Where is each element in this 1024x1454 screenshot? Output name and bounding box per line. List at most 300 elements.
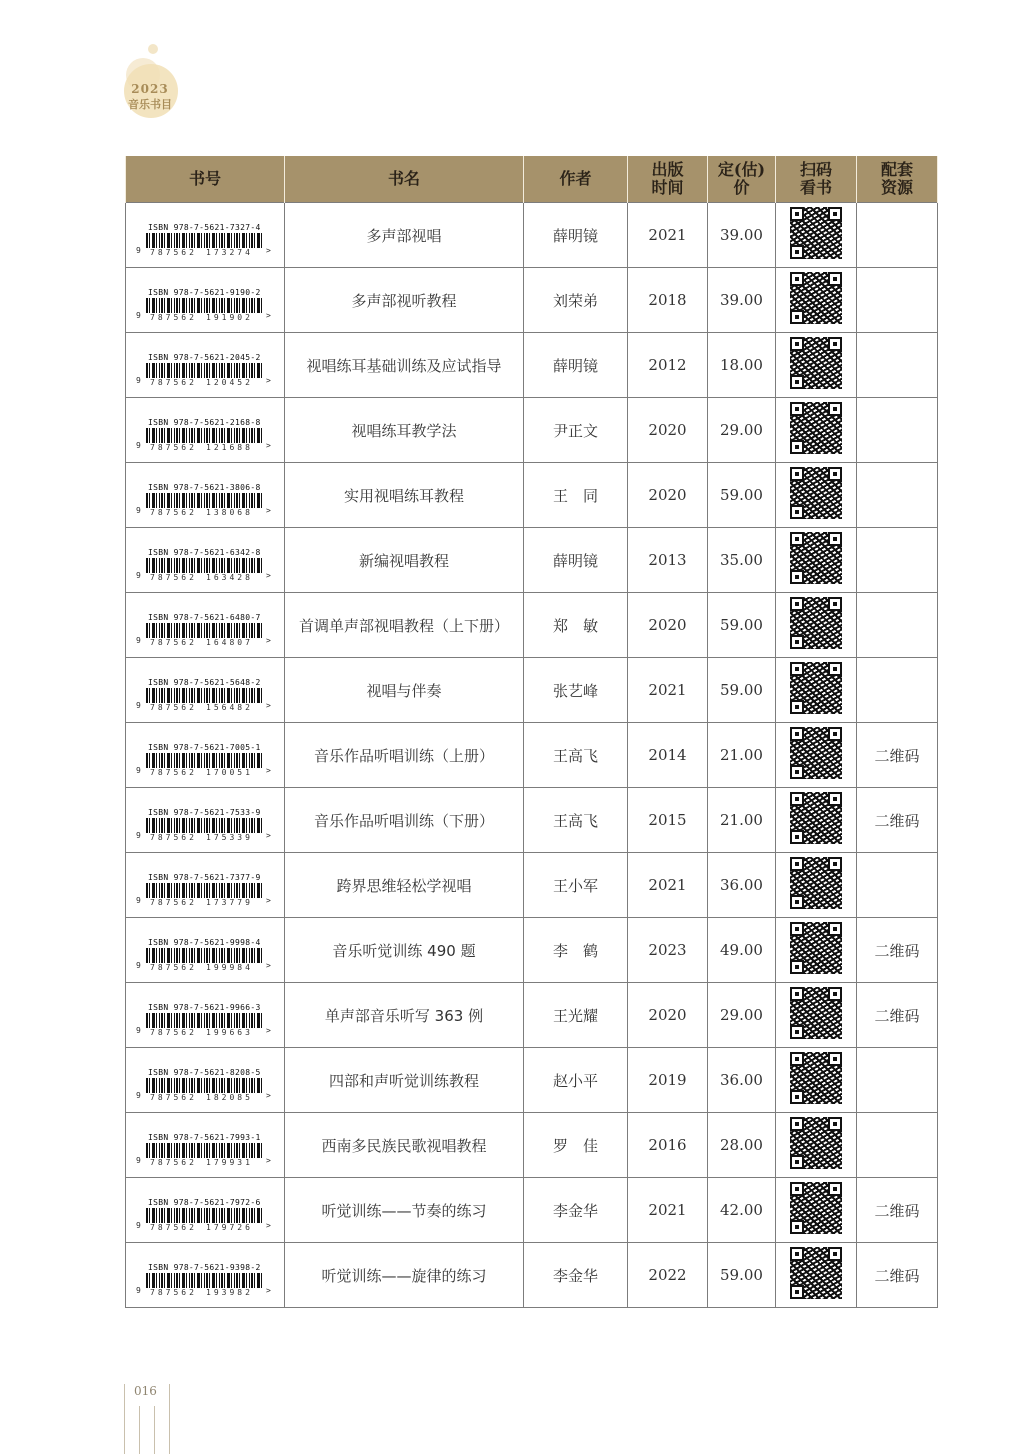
title-cell: 听觉训练——旋律的练习 xyxy=(285,1243,524,1308)
qr-finder xyxy=(828,987,842,1001)
barcode-end: > xyxy=(266,1090,271,1100)
barcode-end: > xyxy=(266,830,271,840)
barcode-digits-b: 121688 xyxy=(206,442,253,452)
table-row xyxy=(126,918,938,983)
table-row xyxy=(126,1048,938,1113)
barcode-prefix: 9 xyxy=(136,765,141,775)
barcode-bars xyxy=(136,1143,274,1165)
qr-finder xyxy=(790,597,804,611)
year-cell: 2020 xyxy=(628,983,708,1048)
title-cell: 多声部视听教程 xyxy=(285,268,524,333)
qr-finder xyxy=(828,727,842,741)
isbn-text: ISBN 978-7-5621-9190-2 xyxy=(148,287,261,297)
barcode-digits-a: 787562 xyxy=(150,832,197,842)
page-number: 016 xyxy=(134,1384,157,1398)
author-cell: 罗 佳 xyxy=(524,1113,628,1178)
qr-code-icon[interactable] xyxy=(790,857,842,909)
barcode-end: > xyxy=(266,635,271,645)
title-cell: 西南多民族民歌视唱教程 xyxy=(285,1113,524,1178)
qr-finder xyxy=(828,1247,842,1261)
barcode xyxy=(136,483,274,515)
qr-finder xyxy=(790,207,804,221)
title-cell: 视唱练耳教学法 xyxy=(285,398,524,463)
resource-cell: 二维码 xyxy=(857,1178,938,1243)
isbn-cell xyxy=(126,918,285,983)
author-cell: 薛明镜 xyxy=(524,528,628,593)
author-cell: 王高飞 xyxy=(524,788,628,853)
barcode-icon xyxy=(146,1013,264,1028)
isbn-cell xyxy=(126,1048,285,1113)
isbn-cell xyxy=(126,398,285,463)
barcode-digits-b: 182085 xyxy=(206,1092,253,1102)
barcode-icon xyxy=(146,363,264,378)
resource-cell xyxy=(857,203,938,268)
qr-code-icon[interactable] xyxy=(790,922,842,974)
qr-cell[interactable] xyxy=(776,983,857,1048)
table-row xyxy=(126,593,938,658)
qr-code-icon[interactable] xyxy=(790,467,842,519)
qr-finder xyxy=(790,727,804,741)
qr-finder xyxy=(790,830,804,844)
barcode xyxy=(136,938,274,970)
barcode-digits-a: 787562 xyxy=(150,897,197,907)
resource-cell xyxy=(857,853,938,918)
barcode-digits-a: 787562 xyxy=(150,962,197,972)
isbn-cell xyxy=(126,658,285,723)
barcode-digits-b: 193982 xyxy=(206,1287,253,1297)
qr-finder xyxy=(828,1117,842,1131)
price-cell: 36.00 xyxy=(708,853,776,918)
barcode-digits-b: 120452 xyxy=(206,377,253,387)
barcode xyxy=(136,1003,274,1035)
title-cell: 音乐听觉训练 490 题 xyxy=(285,918,524,983)
barcode-prefix: 9 xyxy=(136,505,141,515)
qr-finder xyxy=(790,245,804,259)
catalog-badge xyxy=(118,40,198,130)
title-cell: 首调单声部视唱教程（上下册） xyxy=(285,593,524,658)
isbn-text: ISBN 978-7-5621-2045-2 xyxy=(148,352,261,362)
qr-cell[interactable] xyxy=(776,333,857,398)
author-cell: 李 鹤 xyxy=(524,918,628,983)
price-cell: 29.00 xyxy=(708,398,776,463)
barcode-digits-b: 138068 xyxy=(206,507,253,517)
barcode-end: > xyxy=(266,375,271,385)
qr-code-icon[interactable] xyxy=(790,727,842,779)
barcode-digits-a: 787562 xyxy=(150,312,197,322)
barcode-prefix: 9 xyxy=(136,310,141,320)
year-cell: 2019 xyxy=(628,1048,708,1113)
year-cell: 2016 xyxy=(628,1113,708,1178)
barcode-digits-b: 163428 xyxy=(206,572,253,582)
barcode-bars xyxy=(136,493,274,515)
barcode-icon xyxy=(146,688,264,703)
barcode-prefix: 9 xyxy=(136,700,141,710)
barcode-digits-b: 199663 xyxy=(206,1027,253,1037)
year-cell: 2021 xyxy=(628,1178,708,1243)
year-cell: 2018 xyxy=(628,268,708,333)
resource-cell xyxy=(857,333,938,398)
barcode-icon xyxy=(146,818,264,833)
barcode xyxy=(136,873,274,905)
header-scan-line1: 扫码 xyxy=(799,160,832,179)
barcode-prefix: 9 xyxy=(136,440,141,450)
barcode-digits-a: 787562 xyxy=(150,442,197,452)
barcode-bars xyxy=(136,688,274,710)
qr-finder xyxy=(828,532,842,546)
barcode-prefix: 9 xyxy=(136,960,141,970)
barcode xyxy=(136,548,274,580)
qr-cell[interactable] xyxy=(776,203,857,268)
qr-cell[interactable] xyxy=(776,788,857,853)
table-row xyxy=(126,788,938,853)
qr-code-icon[interactable] xyxy=(790,1182,842,1234)
barcode-bars xyxy=(136,948,274,970)
qr-code-icon[interactable] xyxy=(790,1117,842,1169)
header-scan xyxy=(776,156,857,203)
author-cell: 尹正文 xyxy=(524,398,628,463)
barcode-digits-b: 179931 xyxy=(206,1157,253,1167)
isbn-text: ISBN 978-7-5621-2168-8 xyxy=(148,417,261,427)
qr-cell[interactable] xyxy=(776,723,857,788)
year-cell: 2013 xyxy=(628,528,708,593)
author-cell: 王高飞 xyxy=(524,723,628,788)
price-cell: 39.00 xyxy=(708,203,776,268)
price-cell: 59.00 xyxy=(708,593,776,658)
year-cell: 2023 xyxy=(628,918,708,983)
barcode-prefix: 9 xyxy=(136,570,141,580)
header-title xyxy=(285,156,524,203)
title-cell: 听觉训练——节奏的练习 xyxy=(285,1178,524,1243)
year-cell: 2020 xyxy=(628,463,708,528)
barcode-prefix: 9 xyxy=(136,1285,141,1295)
qr-finder xyxy=(790,662,804,676)
year-cell: 2021 xyxy=(628,853,708,918)
qr-finder xyxy=(828,207,842,221)
author-cell: 王光耀 xyxy=(524,983,628,1048)
barcode xyxy=(136,1198,274,1230)
badge-year: 2023 xyxy=(131,82,169,96)
qr-finder xyxy=(828,402,842,416)
qr-finder xyxy=(790,792,804,806)
barcode-digits-b: 173779 xyxy=(206,897,253,907)
barcode-end: > xyxy=(266,700,271,710)
qr-finder xyxy=(828,792,842,806)
year-cell: 2020 xyxy=(628,398,708,463)
barcode-digits-b: 164807 xyxy=(206,637,253,647)
barcode-digits-a: 787562 xyxy=(150,507,197,517)
resource-cell xyxy=(857,1048,938,1113)
year-cell: 2012 xyxy=(628,333,708,398)
barcode-bars xyxy=(136,753,274,775)
barcode-prefix: 9 xyxy=(136,635,141,645)
barcode-icon xyxy=(146,1143,264,1158)
qr-finder xyxy=(790,960,804,974)
header-resource xyxy=(857,156,938,203)
isbn-text: ISBN 978-7-5621-7533-9 xyxy=(148,807,261,817)
resource-cell: 二维码 xyxy=(857,918,938,983)
price-cell: 28.00 xyxy=(708,1113,776,1178)
table-row xyxy=(126,333,938,398)
barcode-bars xyxy=(136,363,274,385)
price-cell: 35.00 xyxy=(708,528,776,593)
qr-finder xyxy=(790,440,804,454)
title-cell: 实用视唱练耳教程 xyxy=(285,463,524,528)
resource-cell xyxy=(857,398,938,463)
barcode-digits-a: 787562 xyxy=(150,767,197,777)
title-cell: 视唱练耳基础训练及应试指导 xyxy=(285,333,524,398)
price-cell: 18.00 xyxy=(708,333,776,398)
qr-finder xyxy=(790,857,804,871)
barcode-digits-a: 787562 xyxy=(150,702,197,712)
barcode-bars xyxy=(136,558,274,580)
year-cell: 2020 xyxy=(628,593,708,658)
title-cell: 新编视唱教程 xyxy=(285,528,524,593)
barcode xyxy=(136,418,274,450)
isbn-cell xyxy=(126,1113,285,1178)
book-catalog-table xyxy=(125,156,938,1308)
barcode xyxy=(136,743,274,775)
qr-finder xyxy=(790,310,804,324)
title-cell: 多声部视唱 xyxy=(285,203,524,268)
footer-line xyxy=(169,1384,170,1454)
author-cell: 郑 敏 xyxy=(524,593,628,658)
qr-code-icon[interactable] xyxy=(790,532,842,584)
barcode-icon xyxy=(146,1208,264,1223)
isbn-text: ISBN 978-7-5621-7993-1 xyxy=(148,1132,261,1142)
resource-cell xyxy=(857,1113,938,1178)
isbn-text: ISBN 978-7-5621-9398-2 xyxy=(148,1262,261,1272)
isbn-cell xyxy=(126,853,285,918)
resource-cell: 二维码 xyxy=(857,1243,938,1308)
isbn-cell xyxy=(126,593,285,658)
price-cell: 29.00 xyxy=(708,983,776,1048)
qr-code-icon[interactable] xyxy=(790,662,842,714)
year-cell: 2014 xyxy=(628,723,708,788)
table-row xyxy=(126,1243,938,1308)
table-row xyxy=(126,658,938,723)
barcode-icon xyxy=(146,1273,264,1288)
qr-finder xyxy=(828,597,842,611)
isbn-cell xyxy=(126,203,285,268)
barcode-end: > xyxy=(266,570,271,580)
qr-cell[interactable] xyxy=(776,658,857,723)
header-pub-time xyxy=(628,156,708,203)
title-cell: 四部和声听觉训练教程 xyxy=(285,1048,524,1113)
header-scan-line2: 看书 xyxy=(799,178,832,197)
table-row xyxy=(126,853,938,918)
author-cell: 王 同 xyxy=(524,463,628,528)
year-cell: 2021 xyxy=(628,658,708,723)
barcode xyxy=(136,1133,274,1165)
isbn-text: ISBN 978-7-5621-6480-7 xyxy=(148,612,261,622)
author-cell: 赵小平 xyxy=(524,1048,628,1113)
barcode-end: > xyxy=(266,765,271,775)
qr-finder xyxy=(790,1220,804,1234)
isbn-text: ISBN 978-7-5621-6342-8 xyxy=(148,547,261,557)
barcode-end: > xyxy=(266,895,271,905)
resource-cell xyxy=(857,658,938,723)
barcode-icon xyxy=(146,428,264,443)
title-cell: 跨界思维轻松学视唱 xyxy=(285,853,524,918)
barcode-prefix: 9 xyxy=(136,375,141,385)
qr-cell[interactable] xyxy=(776,463,857,528)
qr-code-icon[interactable] xyxy=(790,207,842,259)
barcode-digits-a: 787562 xyxy=(150,637,197,647)
qr-finder xyxy=(790,532,804,546)
qr-finder xyxy=(790,1182,804,1196)
qr-finder xyxy=(828,337,842,351)
footer-line xyxy=(154,1406,155,1454)
title-cell: 音乐作品听唱训练（上册） xyxy=(285,723,524,788)
price-cell: 36.00 xyxy=(708,1048,776,1113)
isbn-text: ISBN 978-7-5621-8208-5 xyxy=(148,1067,261,1077)
isbn-text: ISBN 978-7-5621-7327-4 xyxy=(148,222,261,232)
qr-code-icon[interactable] xyxy=(790,402,842,454)
barcode-bars xyxy=(136,883,274,905)
barcode-prefix: 9 xyxy=(136,1025,141,1035)
barcode-icon xyxy=(146,1078,264,1093)
qr-finder xyxy=(790,635,804,649)
table-row xyxy=(126,203,938,268)
barcode-end: > xyxy=(266,245,271,255)
barcode-digits-a: 787562 xyxy=(150,247,197,257)
isbn-text: ISBN 978-7-5621-9998-4 xyxy=(148,937,261,947)
qr-finder xyxy=(790,337,804,351)
qr-code-icon[interactable] xyxy=(790,337,842,389)
qr-finder xyxy=(790,1052,804,1066)
header-pub-time-line1: 出版 xyxy=(651,160,684,179)
qr-finder xyxy=(790,1025,804,1039)
barcode-icon xyxy=(146,493,264,508)
qr-finder xyxy=(828,662,842,676)
table-row xyxy=(126,723,938,788)
barcode-prefix: 9 xyxy=(136,1090,141,1100)
author-cell: 张艺峰 xyxy=(524,658,628,723)
table-row xyxy=(126,268,938,333)
qr-cell[interactable] xyxy=(776,398,857,463)
header-author xyxy=(524,156,628,203)
author-cell: 刘荣弟 xyxy=(524,268,628,333)
barcode xyxy=(136,613,274,645)
isbn-cell xyxy=(126,333,285,398)
qr-cell[interactable] xyxy=(776,1048,857,1113)
barcode-end: > xyxy=(266,310,271,320)
year-cell: 2021 xyxy=(628,203,708,268)
qr-finder xyxy=(790,765,804,779)
header-price xyxy=(708,156,776,203)
barcode-bars xyxy=(136,298,274,320)
qr-code-icon[interactable] xyxy=(790,1052,842,1104)
qr-finder xyxy=(790,895,804,909)
price-cell: 39.00 xyxy=(708,268,776,333)
qr-code-icon[interactable] xyxy=(790,987,842,1039)
qr-cell[interactable] xyxy=(776,528,857,593)
barcode-prefix: 9 xyxy=(136,1220,141,1230)
qr-cell[interactable] xyxy=(776,1113,857,1178)
qr-cell[interactable] xyxy=(776,593,857,658)
title-cell: 视唱与伴奏 xyxy=(285,658,524,723)
author-cell: 李金华 xyxy=(524,1178,628,1243)
barcode-icon xyxy=(146,623,264,638)
barcode-digits-a: 787562 xyxy=(150,377,197,387)
qr-finder xyxy=(790,987,804,1001)
qr-cell[interactable] xyxy=(776,918,857,983)
qr-code-icon[interactable] xyxy=(790,1247,842,1299)
qr-finder xyxy=(790,1090,804,1104)
isbn-text: ISBN 978-7-5621-5648-2 xyxy=(148,677,261,687)
qr-code-icon[interactable] xyxy=(790,597,842,649)
isbn-cell xyxy=(126,788,285,853)
qr-code-icon[interactable] xyxy=(790,272,842,324)
price-cell: 59.00 xyxy=(708,658,776,723)
barcode-bars xyxy=(136,623,274,645)
barcode xyxy=(136,353,274,385)
table-row xyxy=(126,1178,938,1243)
barcode xyxy=(136,808,274,840)
qr-finder xyxy=(790,505,804,519)
barcode-end: > xyxy=(266,1285,271,1295)
footer-line xyxy=(139,1406,140,1454)
author-cell: 李金华 xyxy=(524,1243,628,1308)
barcode-bars xyxy=(136,1013,274,1035)
qr-finder xyxy=(790,1117,804,1131)
price-cell: 42.00 xyxy=(708,1178,776,1243)
isbn-cell xyxy=(126,268,285,333)
barcode-icon xyxy=(146,558,264,573)
barcode-end: > xyxy=(266,960,271,970)
barcode-digits-a: 787562 xyxy=(150,1157,197,1167)
barcode-icon xyxy=(146,298,264,313)
barcode-end: > xyxy=(266,505,271,515)
isbn-cell xyxy=(126,1178,285,1243)
resource-cell xyxy=(857,593,938,658)
barcode-digits-b: 179726 xyxy=(206,1222,253,1232)
qr-finder xyxy=(790,402,804,416)
resource-cell xyxy=(857,463,938,528)
barcode-icon xyxy=(146,948,264,963)
barcode-icon xyxy=(146,233,264,248)
barcode xyxy=(136,1263,274,1295)
qr-finder xyxy=(790,1285,804,1299)
qr-finder xyxy=(790,1247,804,1261)
qr-finder xyxy=(828,467,842,481)
barcode-icon xyxy=(146,883,264,898)
barcode xyxy=(136,1068,274,1100)
qr-finder xyxy=(828,922,842,936)
qr-cell[interactable] xyxy=(776,853,857,918)
qr-finder xyxy=(790,700,804,714)
year-cell: 2015 xyxy=(628,788,708,853)
barcode-digits-a: 787562 xyxy=(150,1287,197,1297)
table-row xyxy=(126,1113,938,1178)
resource-cell: 二维码 xyxy=(857,723,938,788)
barcode-digits-b: 156482 xyxy=(206,702,253,712)
qr-cell[interactable] xyxy=(776,1243,857,1308)
qr-cell[interactable] xyxy=(776,1178,857,1243)
header-price-line2: 价 xyxy=(733,178,750,197)
table-row xyxy=(126,983,938,1048)
table-row xyxy=(126,528,938,593)
table-row xyxy=(126,463,938,528)
qr-code-icon[interactable] xyxy=(790,792,842,844)
qr-cell[interactable] xyxy=(776,268,857,333)
header-resource-line1: 配套 xyxy=(880,160,913,179)
isbn-text: ISBN 978-7-5621-7972-6 xyxy=(148,1197,261,1207)
year-cell: 2022 xyxy=(628,1243,708,1308)
header-title-label: 书名 xyxy=(387,169,420,188)
resource-cell: 二维码 xyxy=(857,983,938,1048)
barcode-digits-a: 787562 xyxy=(150,1222,197,1232)
